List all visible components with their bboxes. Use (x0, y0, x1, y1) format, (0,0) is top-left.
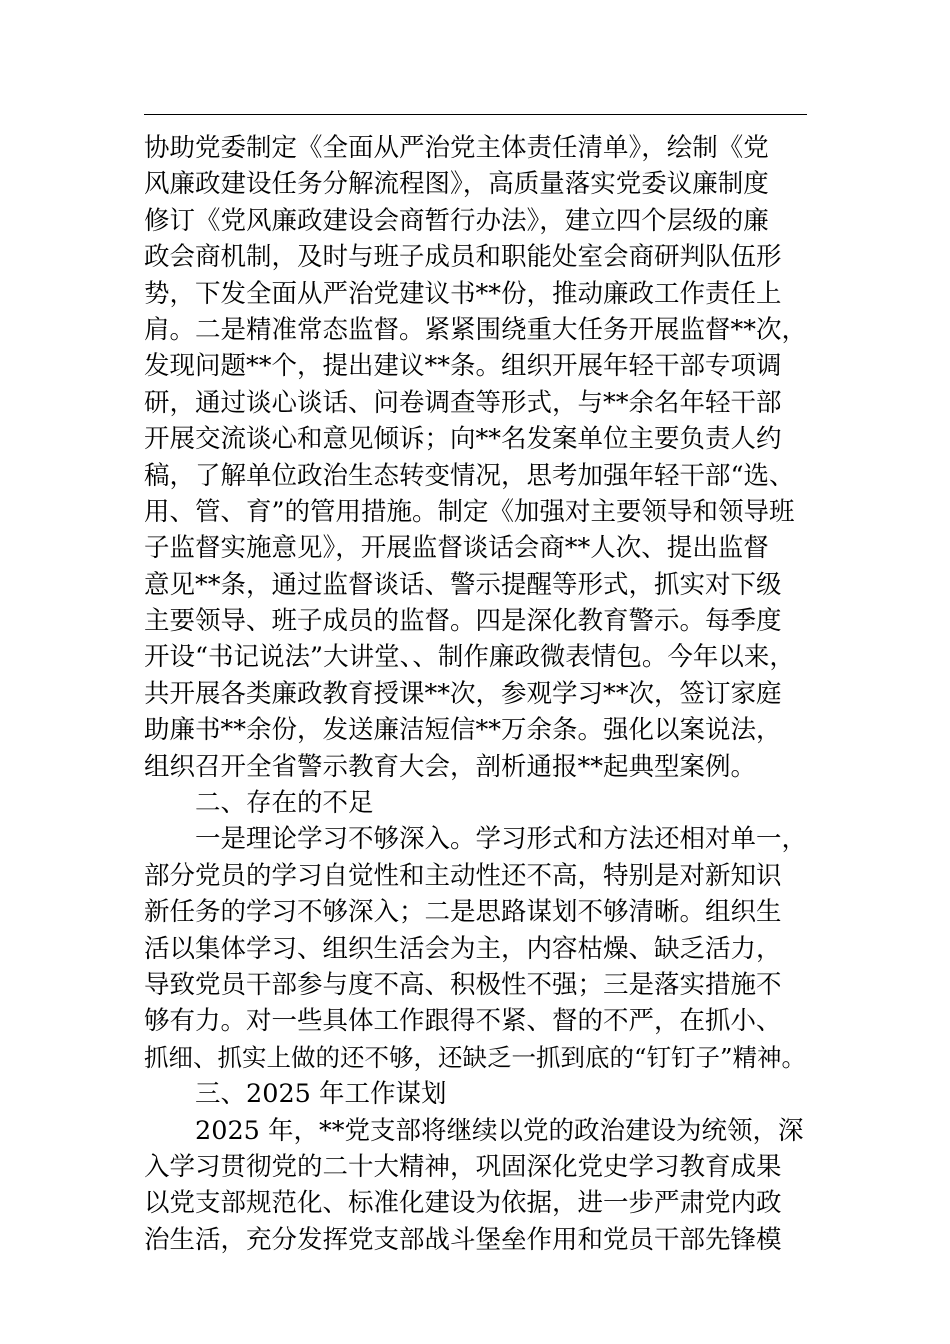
text-line: 开展交流谈心和意见倾诉；向**名发案单位主要负责人约 (144, 424, 782, 455)
text-line: 治生活，充分发挥党支部战斗堡垒作用和党员干部先锋模 (144, 1224, 782, 1255)
text-line: 修订《党风廉政建设会商暂行办法》，建立四个层级的廉 (144, 205, 769, 236)
text-line: 政会商机制，及时与班子成员和职能处室会商研判队伍形 (144, 242, 782, 273)
text-line: 够有力。对一些具体工作跟得不紧、督的不严，在抓小、 (144, 1006, 782, 1037)
text-line: 意见**条，通过监督谈话、警示提醒等形式，抓实对下级 (144, 569, 782, 600)
text-line: 风廉政建设任务分解流程图》，高质量落实党委议廉制度 (144, 169, 769, 200)
text-line: 抓细、抓实上做的还不够，还缺乏一抓到底的“钉钉子”精神。 (144, 1042, 807, 1072)
text-line: 共开展各类廉政教育授课**次，参观学习**次，签订家庭 (144, 678, 782, 709)
header-rule (144, 114, 807, 115)
text-line: 协助党委制定《全面从严治党主体责任清单》，绘制《党 (144, 133, 769, 163)
text-line: 主要领导、班子成员的监督。四是深化教育警示。每季度 (144, 606, 782, 637)
text-line: 导致党员干部参与度不高、积极性不强；三是落实措施不 (144, 969, 782, 1000)
text-line: 三、2025 年工作谋划 (195, 1079, 447, 1110)
text-line: 肩。二是精准常态监督。紧紧围绕重大任务开展监督**次， (144, 314, 808, 345)
text-line: 开设“书记说法”大讲堂、、制作廉政微表情包。今年以来， (144, 642, 795, 673)
text-line: 稿，了解单位政治生态转变情况，思考加强年轻干部“选、 (144, 460, 795, 491)
text-line: 二、存在的不足 (195, 788, 374, 819)
text-line: 助廉书**余份，发送廉洁短信**万余条。强化以案说法， (144, 715, 782, 746)
text-line: 部分党员的学习自觉性和主动性还不高，特别是对新知识 (144, 860, 782, 891)
text-line: 组织召开全省警示教育大会，剖析通报**起典型案例。 (144, 751, 757, 782)
text-line: 新任务的学习不够深入；二是思路谋划不够清晰。组织生 (144, 897, 782, 928)
text-line: 子监督实施意见》，开展监督谈话会商**人次、提出监督 (144, 533, 769, 564)
text-line: 入学习贯彻党的二十大精神，巩固深化党史学习教育成果 (144, 1151, 782, 1182)
text-line: 活以集体学习、组织生活会为主，内容枯燥、缺乏活力， (144, 933, 782, 964)
text-line: 2025 年，**党支部将继续以党的政治建设为统领，深 (195, 1115, 804, 1146)
text-line: 发现问题**个，提出建议**条。组织开展年轻干部专项调 (144, 351, 782, 382)
text-line: 一是理论学习不够深入。学习形式和方法还相对单一， (195, 824, 808, 855)
body-text (144, 130, 807, 1258)
text-line: 势，下发全面从严治党建议书**份，推动廉政工作责任上 (144, 278, 782, 309)
text-line: 以党支部规范化、标准化建设为依据，进一步严肃党内政 (144, 1188, 782, 1219)
text-line: 用、管、育”的管用措施。制定《加强对主要领导和领导班 (144, 496, 795, 527)
text-line: 研，通过谈心谈话、问卷调查等形式，与**余名年轻干部 (144, 387, 782, 418)
